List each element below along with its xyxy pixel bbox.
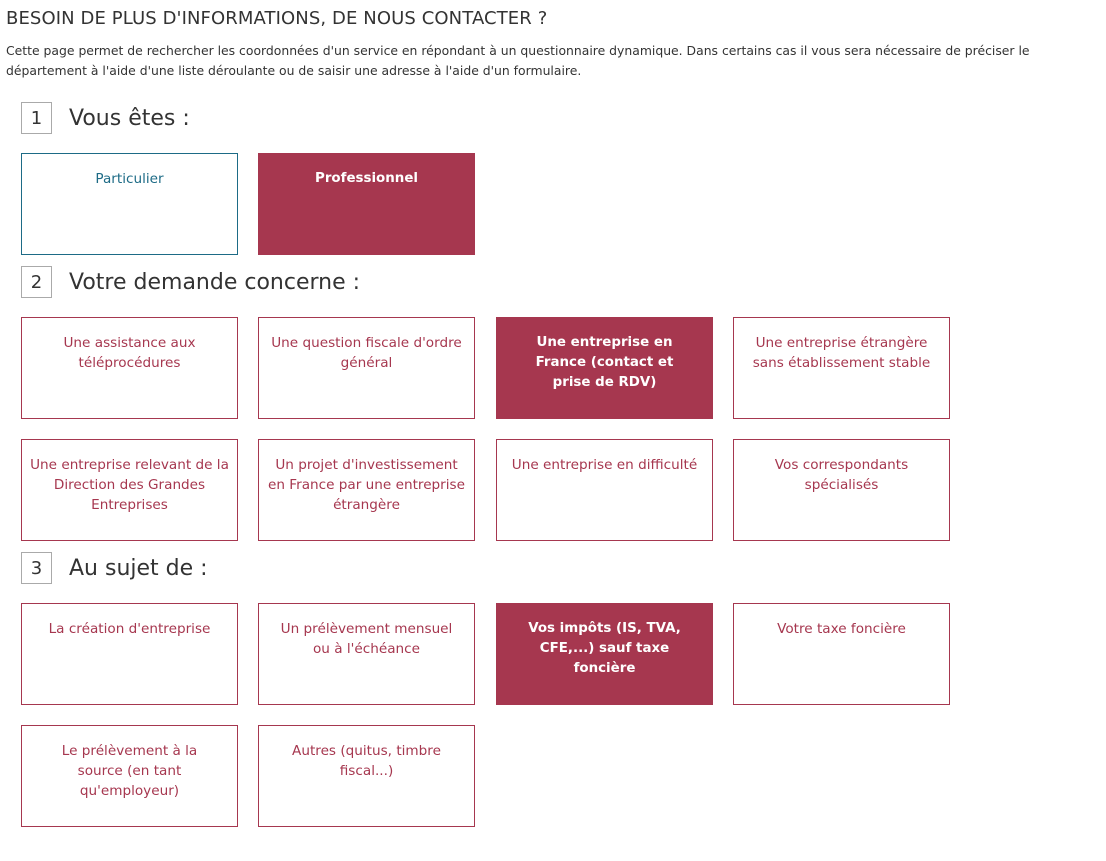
option-assistance-teleprocedures[interactable] xyxy=(21,317,238,419)
step-number: 1 xyxy=(21,102,52,134)
option-prelevement-source[interactable] xyxy=(21,725,238,827)
step-label: Votre demande concerne : xyxy=(69,269,361,295)
option-taxe-fonciere[interactable] xyxy=(733,603,950,705)
option-label: Une entreprise relevant de la Direction des Grandes Entreprises xyxy=(30,457,229,513)
option-entreprise-etrangere[interactable] xyxy=(733,317,950,419)
step-1-heading xyxy=(21,101,190,135)
option-entreprise-france[interactable] xyxy=(496,317,713,419)
option-label: Professionnel xyxy=(315,171,418,186)
option-label: Une question fiscale d'ordre général xyxy=(271,335,462,371)
option-projet-investissement[interactable] xyxy=(258,439,475,541)
option-creation-entreprise[interactable] xyxy=(21,603,238,705)
option-professionnel[interactable] xyxy=(258,153,475,255)
option-correspondants-specialises[interactable] xyxy=(733,439,950,541)
page-title: BESOIN DE PLUS D'INFORMATIONS, DE NOUS CONTACTER ? xyxy=(6,8,548,29)
option-autres[interactable] xyxy=(258,725,475,827)
option-vos-impots[interactable] xyxy=(496,603,713,705)
option-particulier[interactable] xyxy=(21,153,238,255)
page-intro: Cette page permet de rechercher les coordonnées d'un service en répondant à un questionnaire dynamique. Dans certains cas il vous sera nécessaire de préciser le département à l'aide d'une liste déroulante ou de saisir une adresse à l'aide d'un formulaire. xyxy=(6,43,1030,78)
step-3-heading xyxy=(21,551,208,585)
option-label: Vos correspondants spécialisés xyxy=(774,457,909,493)
option-label: Une entreprise étrangère sans établissement stable xyxy=(752,335,931,371)
step-number: 3 xyxy=(21,552,52,584)
option-label: La création d'entreprise xyxy=(48,621,211,637)
option-label: Un projet d'investissement en France par une entreprise étrangère xyxy=(267,457,465,513)
option-prelevement-mensuel[interactable] xyxy=(258,603,475,705)
step-label: Au sujet de : xyxy=(69,555,208,581)
option-label: Vos impôts (IS, TVA, CFE,...) sauf taxe foncière xyxy=(528,621,681,676)
option-label: Particulier xyxy=(95,171,164,187)
option-label: Un prélèvement mensuel ou à l'échéance xyxy=(280,621,453,657)
option-label: Autres (quitus, timbre fiscal...) xyxy=(292,743,441,779)
option-label: Votre taxe foncière xyxy=(777,621,906,637)
step-label: Vous êtes : xyxy=(69,105,190,131)
option-label: Une assistance aux téléprocédures xyxy=(63,335,196,371)
option-label: Une entreprise en France (contact et prise de RDV) xyxy=(535,335,674,390)
option-entreprise-difficulte[interactable] xyxy=(496,439,713,541)
step-2-heading xyxy=(21,265,360,299)
option-label: Une entreprise en difficulté xyxy=(511,457,698,473)
option-label: Le prélèvement à la source (en tant qu'employeur) xyxy=(61,743,198,799)
option-question-fiscale[interactable] xyxy=(258,317,475,419)
option-grandes-entreprises[interactable] xyxy=(21,439,238,541)
step-number: 2 xyxy=(21,266,52,298)
